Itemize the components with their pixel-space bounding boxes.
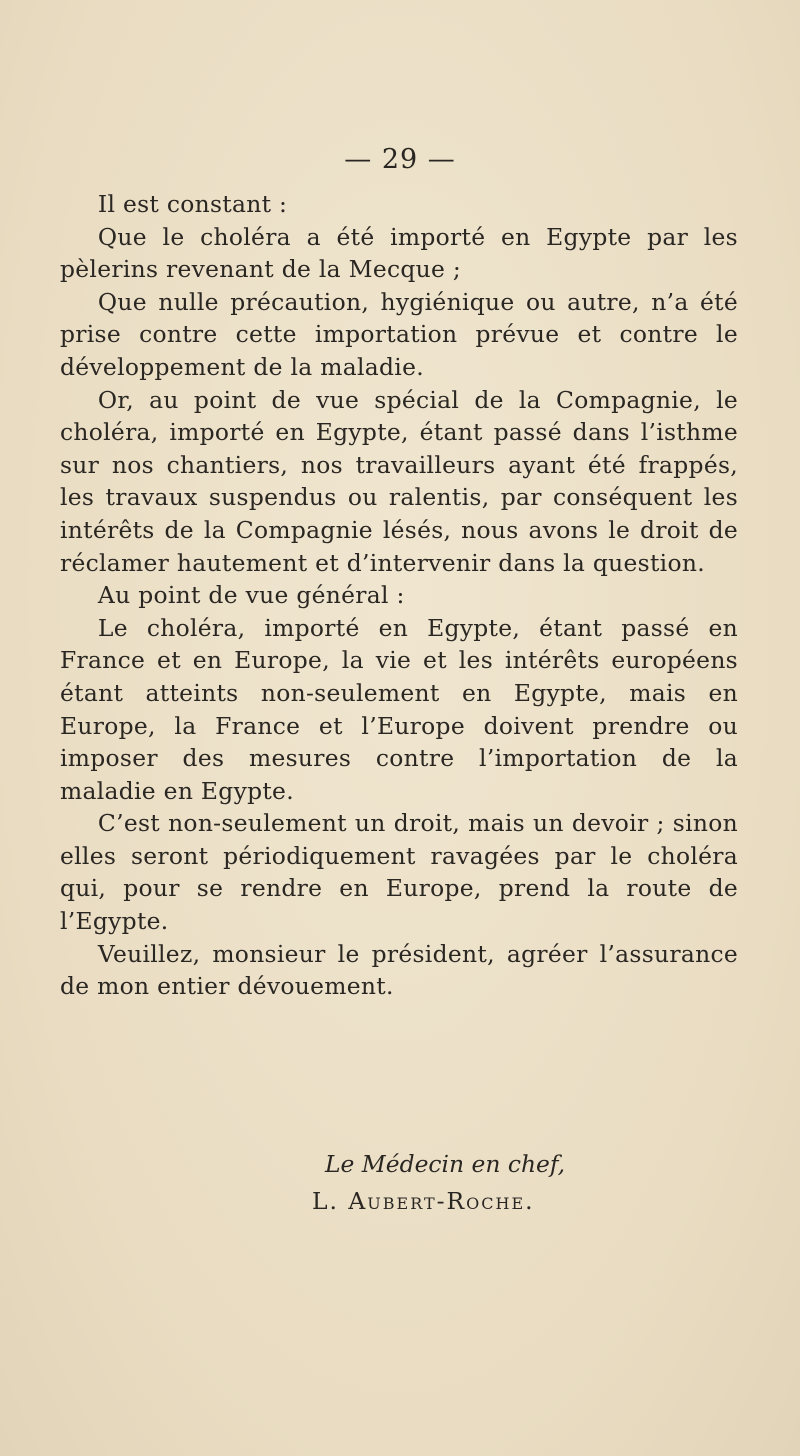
paragraph-8: Veuillez, monsieur le président, agréer l’assurance de mon entier dévouement. bbox=[60, 939, 738, 1001]
body-text bbox=[60, 188, 738, 1003]
paragraph-3: Que nulle précaution, hygiénique ou autre, n’a été prise contre cette importation prévue et contre le développement de la maladie. bbox=[60, 287, 738, 381]
paragraph-5: Au point de vue général : bbox=[97, 581, 405, 610]
signature-title: Le Médecin en chef, bbox=[325, 1150, 566, 1178]
paragraph-6: Le choléra, importé en Egypte, étant passé en France et en Europe, la vie et les intérêts européens étant atteints non-seulement en Egypte, mais en Europe, la France et l’Europe doivent prendre ou imposer des mesures contre l’importation de la maladie en Egypte. bbox=[60, 613, 738, 805]
paragraph-1: Il est constant : bbox=[97, 190, 288, 218]
paragraph-4: Or, au point de vue spécial de la Compagnie, le choléra, importé en Egypte, étant passé dans l’isthme sur nos chantiers, nos travailleurs ayant été frappés, les travaux suspendus ou ralentis, par conséquent les intérêts de la Compagnie lésés, nous avons le droit de réclamer hautement et d’intervenir dans la question. bbox=[60, 385, 738, 577]
paragraph-2: Que le choléra a été importé en Egypte par les pèlerins revenant de la Mecque ; bbox=[60, 222, 738, 284]
paragraph-7: C’est non-seulement un droit, mais un devoir ; sinon elles seront périodiquement ravagées par le choléra qui, pour se rendre en Europe, prend la route de l’Egypte. bbox=[60, 809, 738, 936]
page-number: — 29 — bbox=[344, 144, 456, 175]
signature-name: L. Aubert-Roche. bbox=[312, 1187, 535, 1215]
